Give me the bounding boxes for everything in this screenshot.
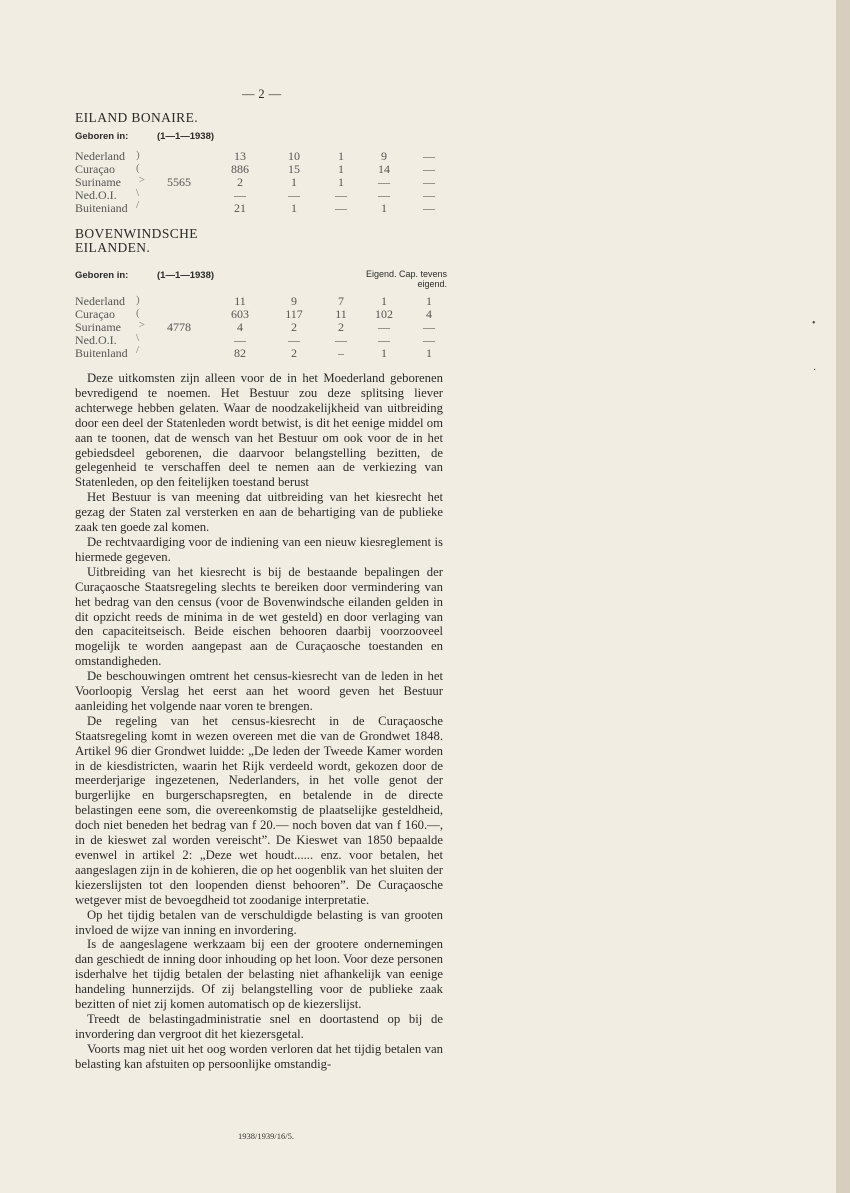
table-cell: — bbox=[423, 149, 435, 163]
section-title-eilanden: EILANDEN. bbox=[75, 240, 151, 255]
table-cell: 1 bbox=[381, 294, 387, 308]
table-cell: 1 bbox=[381, 346, 387, 360]
table-cell: — bbox=[234, 188, 246, 202]
margin-mark: • bbox=[812, 318, 816, 329]
table-cell: — bbox=[378, 175, 390, 189]
table-cell: 4 bbox=[237, 320, 243, 334]
table-cell: 1 bbox=[291, 175, 297, 189]
paragraph: Voorts mag niet uit het oog worden verloren dat het tijdig betalen van belasting kan afstuiten op persoonlijke omstandig- bbox=[75, 1041, 443, 1071]
row-label: Suriname bbox=[75, 320, 121, 334]
date-header: (1—1—1938) bbox=[157, 131, 215, 142]
table-cell: — bbox=[288, 188, 300, 202]
table-cell: — bbox=[378, 333, 390, 347]
table-cell: — bbox=[234, 333, 246, 347]
table-cell: 11 bbox=[335, 307, 347, 321]
table-cell: 9 bbox=[291, 294, 297, 308]
table-cell: 1 bbox=[381, 201, 387, 215]
born-in-header: Geboren in: bbox=[75, 270, 129, 281]
row-label: Nederland bbox=[75, 149, 125, 163]
brace-icon: ) ( > \ / bbox=[136, 149, 145, 211]
section-title-bonaire: EILAND BONAIRE. bbox=[75, 110, 198, 125]
table-cell: – bbox=[338, 346, 344, 360]
total-value: 5565 bbox=[167, 175, 191, 189]
table-cell: 117 bbox=[285, 307, 303, 321]
paragraph: De rechtvaardiging voor de indiening van een nieuw kiesreglement is hiermede gegeven. bbox=[75, 534, 443, 564]
table-cell: 1 bbox=[426, 346, 432, 360]
paragraph: Treedt de belastingadministratie snel en doortastend op bij de invordering dan vergroot dit het kiezersgetal. bbox=[75, 1011, 443, 1041]
table-cell: 1 bbox=[291, 201, 297, 215]
row-label: Suriname bbox=[75, 175, 121, 189]
table-cell: — bbox=[423, 201, 435, 215]
table-cell: 1 bbox=[338, 175, 344, 189]
paragraph: Uitbreiding van het kiesrecht is bij de bestaande bepalingen der Curaçaosche Staatsregeling slechts te bereiken door vermindering van het bedrag van den census (voor de Bovenwindsche eilanden gelden in dit opzicht reeds de minima in de wet gesteld) en door verlaging van den capaciteitseisch. Beide eischen behooren daarbij voorzooveel mogelijk te worden aangepast aan de Curaçaosche toestanden en omstandigheden. bbox=[75, 564, 443, 669]
table-cell: 13 bbox=[234, 149, 246, 163]
table-cell: — bbox=[288, 333, 300, 347]
table-cell: 15 bbox=[288, 162, 300, 176]
table-cell: 2 bbox=[291, 320, 297, 334]
paragraph: Deze uitkomsten zijn alleen voor de in het Moederland geborenen bevredigend te noemen. Het Bestuur zou deze splitsing liever achterwege hebben gelaten. Waar de noodzakelijkheid van uitbreiding door een deel der Statenleden wordt betwist, is dit het eenige middel om aan te toonen, dat de wensch van het Bestuur om ook voor de in het gebiedsdeel geborenen, die daarvoor belangstelling bezitten, de gelegenheid te verschaffen deel te nemen aan de verkiezing van Statenleden, op den feitelijken toestand berust bbox=[75, 371, 443, 490]
row-label: Buiteniand bbox=[75, 201, 128, 215]
table-cell: 1 bbox=[426, 294, 432, 308]
body-text bbox=[75, 371, 443, 1072]
row-label: Buitenland bbox=[75, 346, 128, 360]
paragraph: Op het tijdig betalen van de verschuldigde belasting is van grooten invloed de wijze van inning en invordering. bbox=[75, 907, 443, 937]
table-cell: 82 bbox=[234, 346, 246, 360]
page-edge bbox=[836, 0, 850, 1193]
table-cell: 2 bbox=[338, 320, 344, 334]
table-cell: — bbox=[423, 320, 435, 334]
table-cell: 1 bbox=[338, 162, 344, 176]
table-cell: — bbox=[335, 188, 347, 202]
row-label: Curaçao bbox=[75, 162, 115, 176]
row-label: Curaçao bbox=[75, 307, 115, 321]
born-in-header: Geboren in: bbox=[75, 131, 129, 142]
table-cell: — bbox=[423, 188, 435, 202]
table-cell: 21 bbox=[234, 201, 246, 215]
paragraph: Is de aangeslagene werkzaam bij een der grootere ondernemingen dan geschiedt de inning door inhouding op het loon. Voor deze personen isderhalve het tijdig betalen der belasting niet afhankelijk van eenige handeling hunnerzijds. Of zij belangstelling voor de publieke zaak bezitten of niet zij komen automatisch op de kiezerslijst. bbox=[75, 937, 443, 1012]
section-title-bovenwindsche: BOVENWINDSCHE bbox=[75, 226, 198, 241]
table-cell: — bbox=[423, 333, 435, 347]
table-cell: — bbox=[378, 188, 390, 202]
table-cell: 2 bbox=[237, 175, 243, 189]
footer-code: 1938/1939/16/5. bbox=[238, 1131, 294, 1141]
table-cell: 2 bbox=[291, 346, 297, 360]
margin-mark: · bbox=[813, 365, 817, 376]
row-label: Nederland bbox=[75, 294, 125, 308]
paragraph: De beschouwingen omtrent het census-kiesrecht van de leden in het Voorloopig Verslag het eerst aan het woord geven het Bestuur aanleiding het volgende naar voren te brengen. bbox=[75, 669, 443, 713]
table-cell: 102 bbox=[375, 307, 393, 321]
table-cell: 603 bbox=[231, 307, 249, 321]
row-label: Ned.O.I. bbox=[75, 188, 117, 202]
total-value: 4778 bbox=[167, 320, 191, 334]
column-header-eigend: Eigend. Cap. tevens bbox=[365, 269, 447, 279]
table-cell: — bbox=[423, 162, 435, 176]
table-cell: 10 bbox=[288, 149, 300, 163]
paragraph: Het Bestuur is van meening dat uitbreiding van het kiesrecht het gezag der Staten zal versterken en aan de behartiging van de publieke zaak ten goede zal komen. bbox=[75, 490, 443, 535]
table-cell: 11 bbox=[234, 294, 246, 308]
page-number: — 2 — bbox=[242, 87, 282, 101]
row-label: Ned.O.I. bbox=[75, 333, 117, 347]
table-cell: — bbox=[335, 201, 347, 215]
paragraph: De regeling van het census-kiesrecht in de Curaçaosche Staatsregeling komt in wezen overeen met die van de Grondwet 1848. Artikel 96 dier Grondwet luidde: „De leden der Tweede Kamer worden in de kiesdistricten, waarin het Rijk verdeeld wordt, gekozen door de meerderjarige ingezetenen, Nederlanders, in het volle genot der burgerlijke en burgerschapsregten, en betalende in de directe belastingen eene som, die overeenkomstig de plaatselijke gesteldheid, doch niet beneden het bedrag van f 20.— noch boven dat van f 160.—, in de kieswet zal worden vereischt”. De Kieswet van 1850 bepaalde evenwel in artikel 2: „Deze wet houdt...... enz. voor betalen, het aangeslagen zijn in de kohieren, die op het oogenblik van het sluiten der kiezerslijsten tot den loopenden dienst behooren”. De Curaçaosche wetgever mist de bevoegdheid tot zoodanige interpretatie. bbox=[75, 713, 443, 907]
table-cell: 4 bbox=[426, 307, 432, 321]
table-cell: 1 bbox=[338, 149, 344, 163]
table-cell: — bbox=[378, 320, 390, 334]
table-cell: 886 bbox=[231, 162, 249, 176]
table-cell: — bbox=[335, 333, 347, 347]
date-header: (1—1—1938) bbox=[157, 270, 215, 281]
table-cell: 9 bbox=[381, 149, 387, 163]
table-cell: — bbox=[423, 175, 435, 189]
column-header-eigend-2: eigend. bbox=[417, 279, 447, 289]
table-cell: 14 bbox=[378, 162, 390, 176]
table-cell: 7 bbox=[338, 294, 344, 308]
brace-icon: ) ( > \ / bbox=[136, 294, 145, 356]
